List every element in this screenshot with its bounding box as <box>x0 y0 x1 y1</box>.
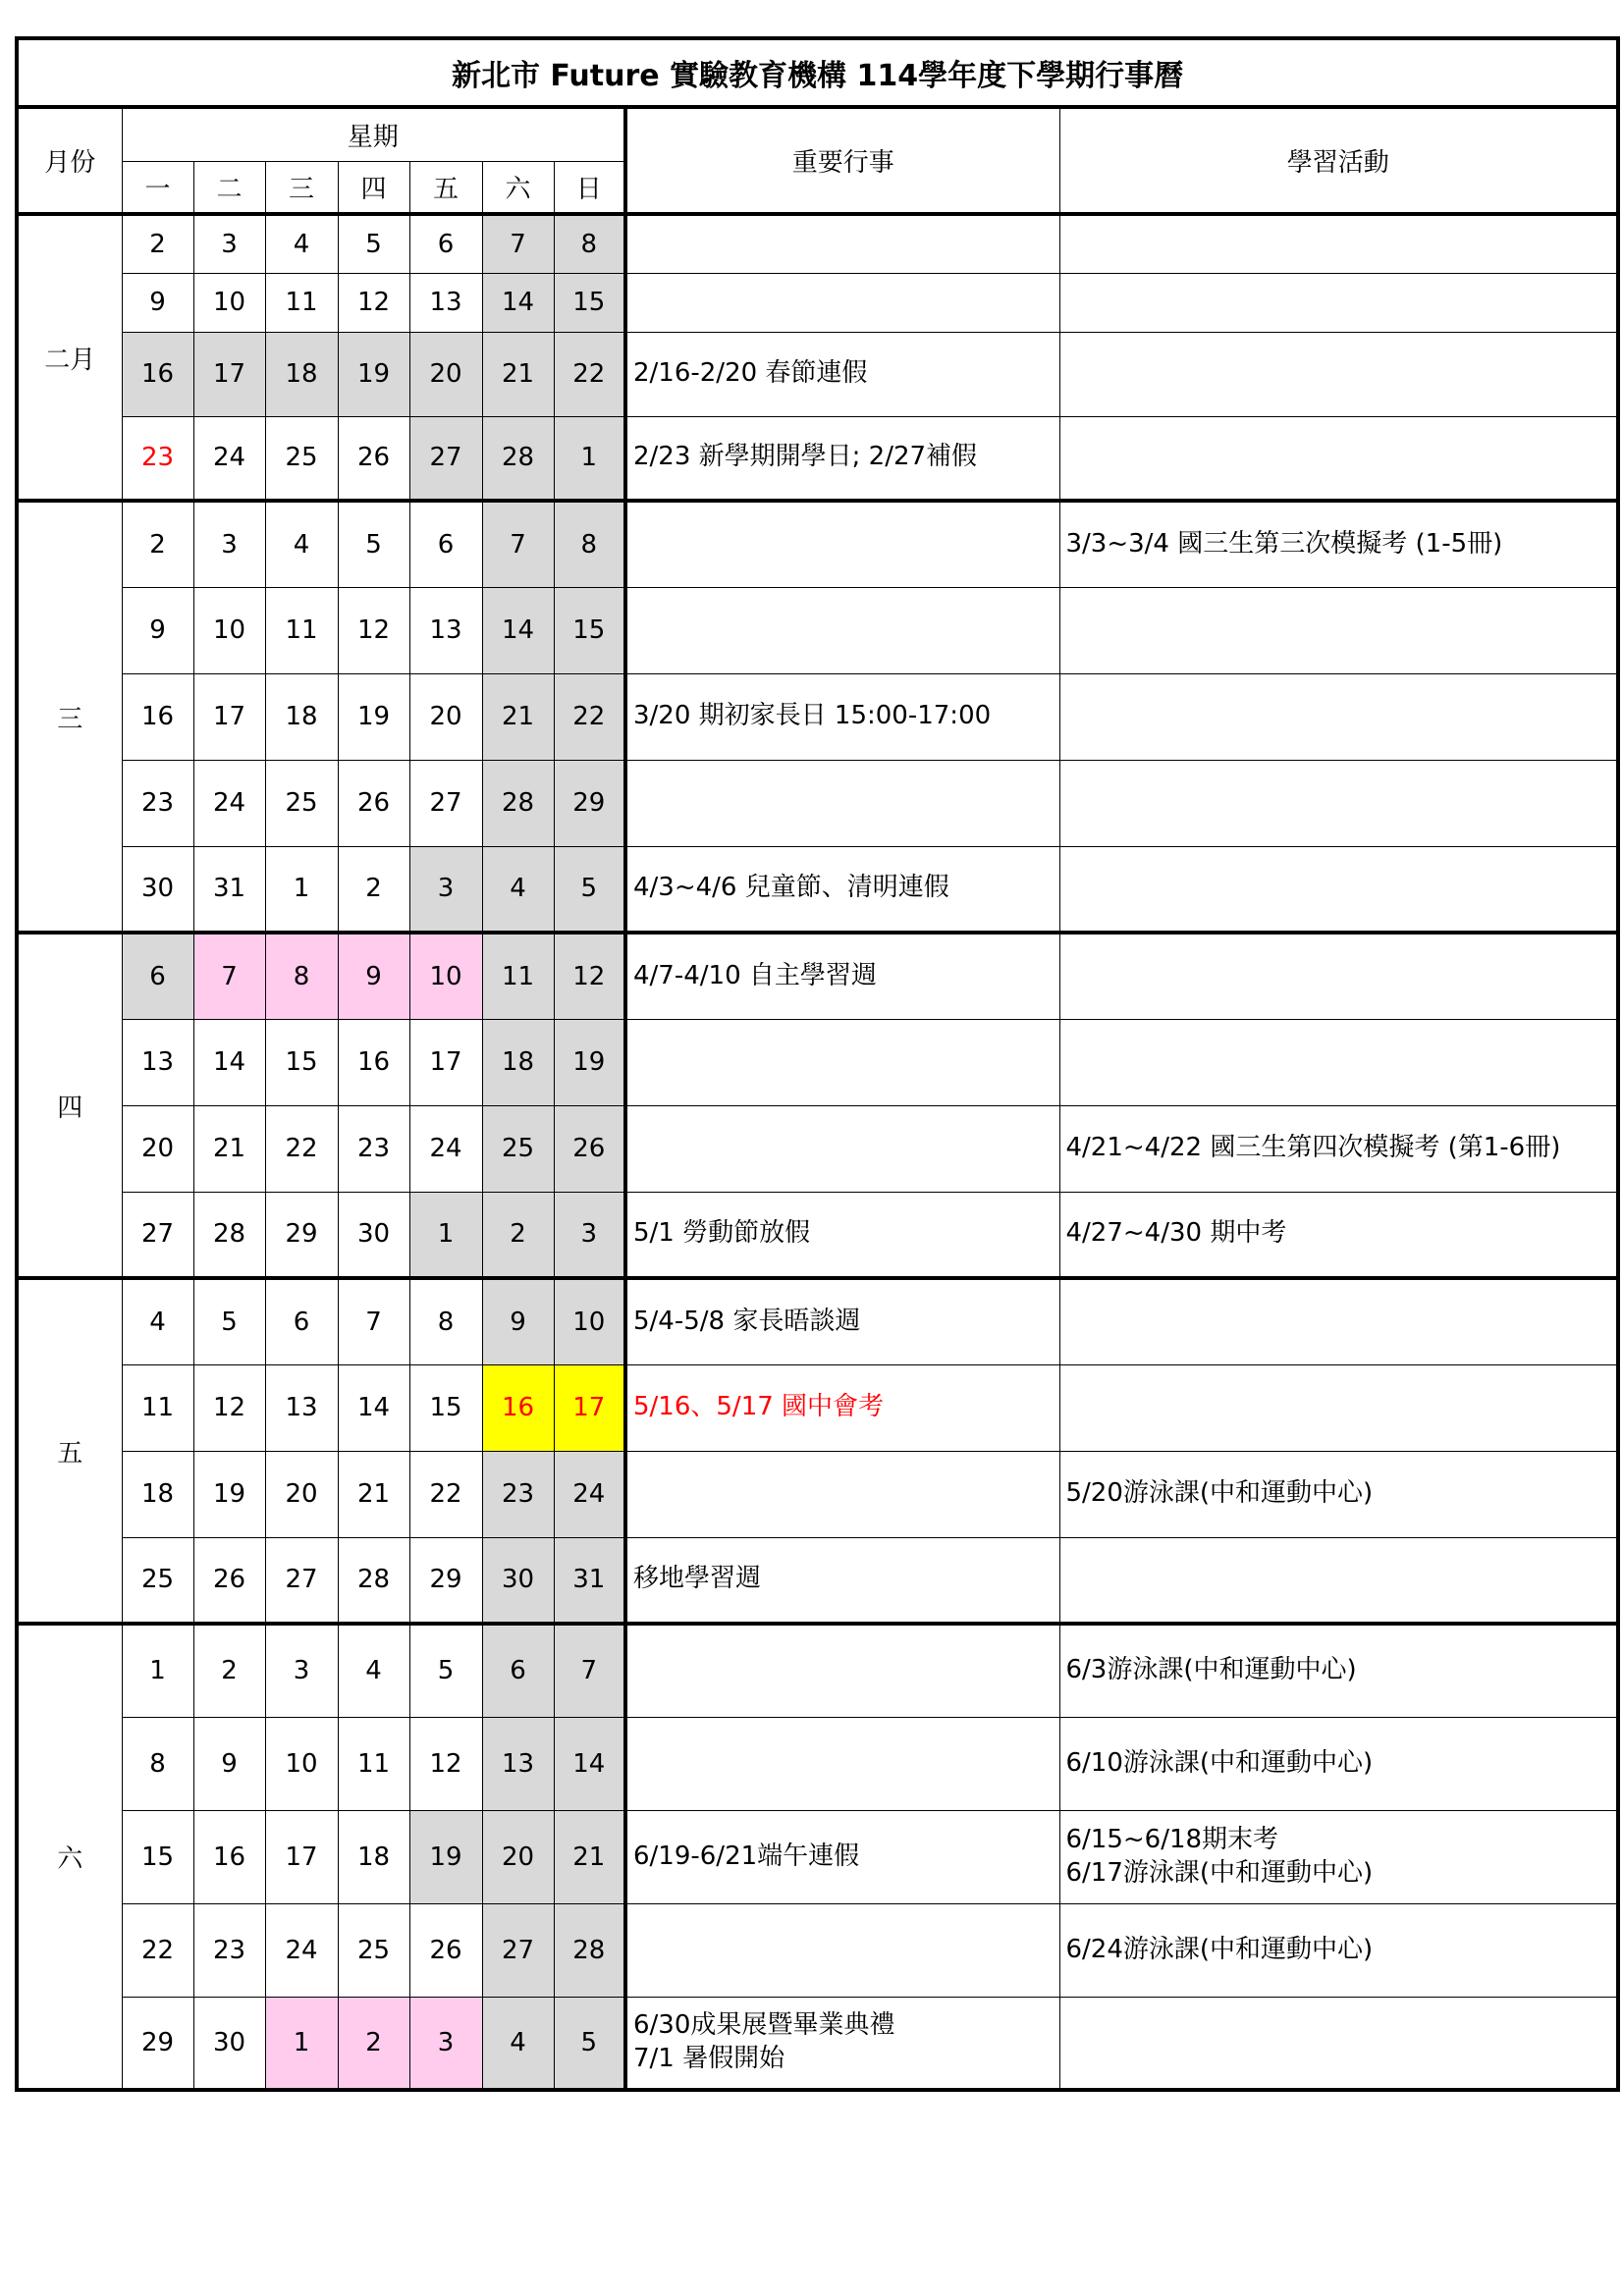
activity-cell: 6/15~6/18期末考 6/17游泳課(中和運動中心) <box>1059 1810 1618 1903</box>
week-row <box>17 673 1618 760</box>
week-header: 星期 <box>122 107 625 161</box>
activity-cell: 6/3游泳課(中和運動中心) <box>1059 1624 1618 1717</box>
event-cell <box>625 1105 1059 1192</box>
day-cell: 5 <box>409 1624 482 1717</box>
week-row <box>17 501 1618 587</box>
month-label: 六 <box>17 1624 122 2090</box>
day-cell: 9 <box>122 273 193 332</box>
day-cell: 13 <box>265 1364 338 1451</box>
weekday-thu: 四 <box>338 161 409 214</box>
day-cell: 13 <box>409 587 482 673</box>
header-row-1 <box>17 107 1618 161</box>
activity-cell <box>1059 1364 1618 1451</box>
week-row <box>17 1997 1618 2090</box>
day-cell: 15 <box>554 273 625 332</box>
day-cell: 21 <box>554 1810 625 1903</box>
day-cell: 25 <box>338 1903 409 1997</box>
week-row <box>17 1717 1618 1810</box>
day-cell: 11 <box>265 587 338 673</box>
day-cell: 15 <box>554 587 625 673</box>
day-cell: 2 <box>338 1997 409 2090</box>
day-cell: 19 <box>554 1019 625 1105</box>
day-cell: 10 <box>554 1278 625 1364</box>
day-cell: 7 <box>482 501 554 587</box>
day-cell: 24 <box>193 416 265 501</box>
day-cell: 20 <box>409 673 482 760</box>
activity-cell: 6/24游泳課(中和運動中心) <box>1059 1903 1618 1997</box>
activity-cell: 4/21~4/22 國三生第四次模擬考 (第1-6冊) <box>1059 1105 1618 1192</box>
weekday-tue: 二 <box>193 161 265 214</box>
calendar-title: 新北市 Future 實驗教育機構 114學年度下學期行事曆 <box>17 38 1618 107</box>
event-cell: 5/16、5/17 國中會考 <box>625 1364 1059 1451</box>
day-cell: 17 <box>554 1364 625 1451</box>
day-cell: 26 <box>409 1903 482 1997</box>
event-cell: 6/30成果展暨畢業典禮 7/1 暑假開始 <box>625 1997 1059 2090</box>
day-cell: 27 <box>122 1192 193 1278</box>
day-cell: 18 <box>265 673 338 760</box>
activity-cell <box>1059 673 1618 760</box>
day-cell: 31 <box>193 846 265 933</box>
activity-cell <box>1059 214 1618 273</box>
week-row <box>17 1810 1618 1903</box>
day-cell: 30 <box>122 846 193 933</box>
day-cell: 15 <box>122 1810 193 1903</box>
day-cell: 17 <box>193 673 265 760</box>
activity-cell <box>1059 587 1618 673</box>
day-cell: 30 <box>338 1192 409 1278</box>
day-cell: 10 <box>193 587 265 673</box>
day-cell: 23 <box>122 760 193 846</box>
day-cell: 1 <box>409 1192 482 1278</box>
week-row <box>17 332 1618 416</box>
day-cell: 30 <box>482 1537 554 1624</box>
day-cell: 12 <box>338 273 409 332</box>
weekday-mon: 一 <box>122 161 193 214</box>
day-cell: 23 <box>338 1105 409 1192</box>
day-cell: 22 <box>554 332 625 416</box>
day-cell: 7 <box>482 214 554 273</box>
day-cell: 28 <box>482 416 554 501</box>
day-cell: 8 <box>554 214 625 273</box>
event-cell <box>625 214 1059 273</box>
event-cell <box>625 760 1059 846</box>
day-cell: 25 <box>265 416 338 501</box>
weekday-sat: 六 <box>482 161 554 214</box>
events-header: 重要行事 <box>625 107 1059 214</box>
day-cell: 8 <box>409 1278 482 1364</box>
weekday-sun: 日 <box>554 161 625 214</box>
day-cell: 2 <box>122 214 193 273</box>
day-cell: 2 <box>122 501 193 587</box>
week-row <box>17 1903 1618 1997</box>
activity-cell <box>1059 846 1618 933</box>
day-cell: 3 <box>193 501 265 587</box>
week-row <box>17 1019 1618 1105</box>
day-cell: 9 <box>122 587 193 673</box>
day-cell: 6 <box>409 214 482 273</box>
day-cell: 12 <box>554 933 625 1019</box>
day-cell: 25 <box>265 760 338 846</box>
day-cell: 2 <box>482 1192 554 1278</box>
week-row <box>17 416 1618 501</box>
day-cell: 14 <box>482 273 554 332</box>
activity-cell: 3/3~3/4 國三生第三次模擬考 (1-5冊) <box>1059 501 1618 587</box>
day-cell: 5 <box>554 846 625 933</box>
day-cell: 18 <box>122 1451 193 1537</box>
day-cell: 15 <box>409 1364 482 1451</box>
day-cell: 27 <box>482 1903 554 1997</box>
day-cell: 9 <box>193 1717 265 1810</box>
day-cell: 6 <box>265 1278 338 1364</box>
day-cell: 21 <box>482 673 554 760</box>
week-row <box>17 214 1618 273</box>
day-cell: 14 <box>193 1019 265 1105</box>
day-cell: 26 <box>338 416 409 501</box>
day-cell: 28 <box>338 1537 409 1624</box>
day-cell: 4 <box>122 1278 193 1364</box>
activity-cell <box>1059 332 1618 416</box>
day-cell: 17 <box>265 1810 338 1903</box>
day-cell: 16 <box>122 332 193 416</box>
day-cell: 4 <box>482 846 554 933</box>
day-cell: 23 <box>482 1451 554 1537</box>
day-cell: 5 <box>554 1997 625 2090</box>
week-row <box>17 1278 1618 1364</box>
day-cell: 26 <box>193 1537 265 1624</box>
day-cell: 30 <box>193 1997 265 2090</box>
week-row <box>17 846 1618 933</box>
day-cell: 7 <box>338 1278 409 1364</box>
day-cell: 16 <box>193 1810 265 1903</box>
activity-cell <box>1059 273 1618 332</box>
day-cell: 21 <box>482 332 554 416</box>
day-cell: 21 <box>193 1105 265 1192</box>
day-cell: 23 <box>122 416 193 501</box>
event-cell <box>625 587 1059 673</box>
day-cell: 14 <box>554 1717 625 1810</box>
day-cell: 10 <box>409 933 482 1019</box>
day-cell: 12 <box>338 587 409 673</box>
day-cell: 24 <box>554 1451 625 1537</box>
day-cell: 12 <box>409 1717 482 1810</box>
day-cell: 24 <box>409 1105 482 1192</box>
day-cell: 6 <box>482 1624 554 1717</box>
day-cell: 4 <box>338 1624 409 1717</box>
day-cell: 11 <box>482 933 554 1019</box>
day-cell: 26 <box>554 1105 625 1192</box>
day-cell: 12 <box>193 1364 265 1451</box>
day-cell: 15 <box>265 1019 338 1105</box>
day-cell: 19 <box>409 1810 482 1903</box>
day-cell: 16 <box>482 1364 554 1451</box>
day-cell: 22 <box>122 1903 193 1997</box>
day-cell: 5 <box>338 214 409 273</box>
day-cell: 16 <box>338 1019 409 1105</box>
day-cell: 11 <box>122 1364 193 1451</box>
day-cell: 18 <box>482 1019 554 1105</box>
day-cell: 16 <box>122 673 193 760</box>
day-cell: 1 <box>265 1997 338 2090</box>
day-cell: 17 <box>193 332 265 416</box>
event-cell: 5/1 勞動節放假 <box>625 1192 1059 1278</box>
day-cell: 23 <box>193 1903 265 1997</box>
day-cell: 19 <box>338 673 409 760</box>
day-cell: 29 <box>122 1997 193 2090</box>
month-label: 二月 <box>17 214 122 501</box>
day-cell: 25 <box>482 1105 554 1192</box>
day-cell: 28 <box>482 760 554 846</box>
day-cell: 22 <box>265 1105 338 1192</box>
activity-cell: 4/27~4/30 期中考 <box>1059 1192 1618 1278</box>
event-cell: 5/4-5/8 家長晤談週 <box>625 1278 1059 1364</box>
day-cell: 2 <box>193 1624 265 1717</box>
month-label: 三 <box>17 501 122 933</box>
event-cell <box>625 1451 1059 1537</box>
day-cell: 3 <box>409 846 482 933</box>
day-cell: 3 <box>554 1192 625 1278</box>
week-row <box>17 1364 1618 1451</box>
day-cell: 11 <box>265 273 338 332</box>
day-cell: 25 <box>122 1537 193 1624</box>
activity-cell: 5/20游泳課(中和運動中心) <box>1059 1451 1618 1537</box>
event-cell <box>625 273 1059 332</box>
event-cell <box>625 501 1059 587</box>
day-cell: 7 <box>193 933 265 1019</box>
day-cell: 3 <box>193 214 265 273</box>
activity-cell: 6/10游泳課(中和運動中心) <box>1059 1717 1618 1810</box>
day-cell: 5 <box>193 1278 265 1364</box>
event-cell: 4/3~4/6 兒童節、清明連假 <box>625 846 1059 933</box>
day-cell: 2 <box>338 846 409 933</box>
week-row <box>17 1105 1618 1192</box>
weekday-fri: 五 <box>409 161 482 214</box>
activity-cell <box>1059 1019 1618 1105</box>
week-row <box>17 273 1618 332</box>
week-row <box>17 760 1618 846</box>
day-cell: 20 <box>122 1105 193 1192</box>
day-cell: 19 <box>338 332 409 416</box>
event-cell: 4/7-4/10 自主學習週 <box>625 933 1059 1019</box>
day-cell: 28 <box>193 1192 265 1278</box>
day-cell: 22 <box>554 673 625 760</box>
day-cell: 8 <box>554 501 625 587</box>
day-cell: 7 <box>554 1624 625 1717</box>
title-row <box>17 38 1618 107</box>
event-cell: 2/23 新學期開學日; 2/27補假 <box>625 416 1059 501</box>
activity-cell <box>1059 933 1618 1019</box>
day-cell: 4 <box>265 501 338 587</box>
day-cell: 9 <box>482 1278 554 1364</box>
event-cell <box>625 1903 1059 1997</box>
day-cell: 21 <box>338 1451 409 1537</box>
day-cell: 10 <box>193 273 265 332</box>
day-cell: 10 <box>265 1717 338 1810</box>
activity-cell <box>1059 1997 1618 2090</box>
day-cell: 24 <box>265 1903 338 1997</box>
day-cell: 3 <box>409 1997 482 2090</box>
day-cell: 14 <box>482 587 554 673</box>
week-row <box>17 1451 1618 1537</box>
day-cell: 9 <box>338 933 409 1019</box>
event-cell <box>625 1624 1059 1717</box>
day-cell: 29 <box>554 760 625 846</box>
day-cell: 4 <box>482 1997 554 2090</box>
day-cell: 13 <box>409 273 482 332</box>
day-cell: 27 <box>265 1537 338 1624</box>
school-calendar <box>15 36 1616 2088</box>
day-cell: 11 <box>338 1717 409 1810</box>
week-row <box>17 587 1618 673</box>
day-cell: 26 <box>338 760 409 846</box>
activity-cell <box>1059 1537 1618 1624</box>
month-label: 四 <box>17 933 122 1278</box>
day-cell: 20 <box>265 1451 338 1537</box>
activity-cell <box>1059 1278 1618 1364</box>
day-cell: 6 <box>122 933 193 1019</box>
day-cell: 28 <box>554 1903 625 1997</box>
day-cell: 29 <box>409 1537 482 1624</box>
week-row <box>17 1537 1618 1624</box>
month-label: 五 <box>17 1278 122 1624</box>
activity-cell <box>1059 760 1618 846</box>
day-cell: 13 <box>482 1717 554 1810</box>
day-cell: 8 <box>122 1717 193 1810</box>
day-cell: 20 <box>482 1810 554 1903</box>
day-cell: 27 <box>409 416 482 501</box>
activity-cell <box>1059 416 1618 501</box>
day-cell: 3 <box>265 1624 338 1717</box>
day-cell: 18 <box>265 332 338 416</box>
day-cell: 29 <box>265 1192 338 1278</box>
weekday-wed: 三 <box>265 161 338 214</box>
day-cell: 22 <box>409 1451 482 1537</box>
event-cell <box>625 1019 1059 1105</box>
week-row <box>17 1624 1618 1717</box>
month-header: 月份 <box>17 107 122 214</box>
day-cell: 6 <box>409 501 482 587</box>
day-cell: 1 <box>122 1624 193 1717</box>
event-cell <box>625 1717 1059 1810</box>
day-cell: 14 <box>338 1364 409 1451</box>
day-cell: 1 <box>554 416 625 501</box>
day-cell: 18 <box>338 1810 409 1903</box>
day-cell: 31 <box>554 1537 625 1624</box>
event-cell: 6/19-6/21端午連假 <box>625 1810 1059 1903</box>
day-cell: 8 <box>265 933 338 1019</box>
day-cell: 13 <box>122 1019 193 1105</box>
day-cell: 19 <box>193 1451 265 1537</box>
week-row <box>17 1192 1618 1278</box>
event-cell: 移地學習週 <box>625 1537 1059 1624</box>
day-cell: 24 <box>193 760 265 846</box>
day-cell: 5 <box>338 501 409 587</box>
event-cell: 2/16-2/20 春節連假 <box>625 332 1059 416</box>
calendar-table <box>15 36 1620 2092</box>
activities-header: 學習活動 <box>1059 107 1618 214</box>
week-row <box>17 933 1618 1019</box>
day-cell: 4 <box>265 214 338 273</box>
day-cell: 17 <box>409 1019 482 1105</box>
event-cell: 3/20 期初家長日 15:00-17:00 <box>625 673 1059 760</box>
day-cell: 1 <box>265 846 338 933</box>
day-cell: 27 <box>409 760 482 846</box>
day-cell: 20 <box>409 332 482 416</box>
